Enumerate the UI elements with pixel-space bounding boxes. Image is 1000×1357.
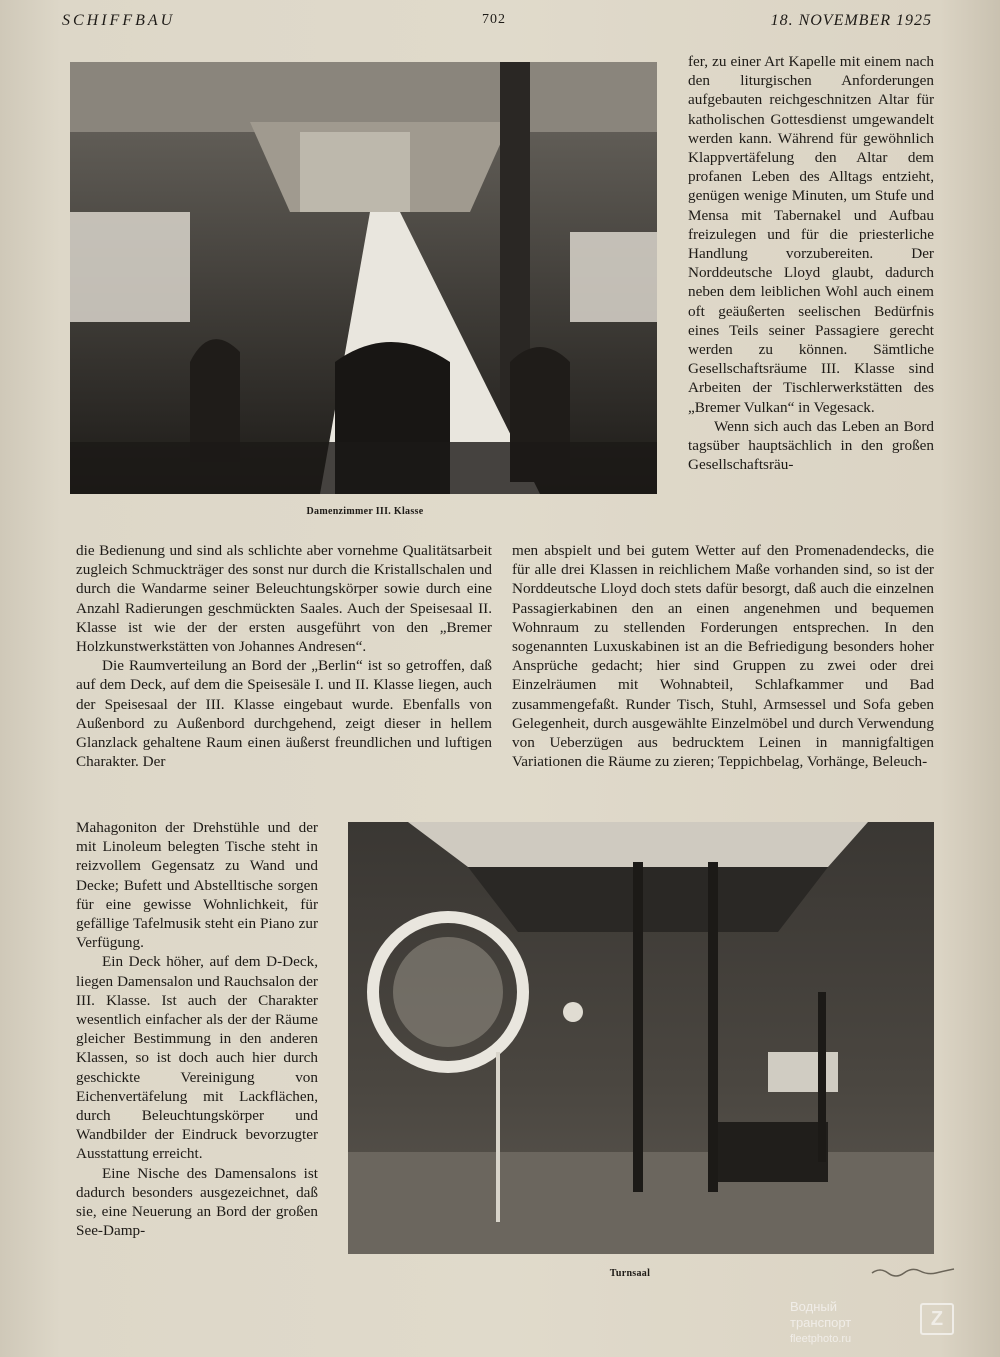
text-column-right-bottom: [512, 541, 934, 771]
running-head-journal: SCHIFFBAU: [62, 12, 176, 29]
text-column-left-mid: [76, 541, 492, 771]
watermark-line: Водный: [790, 1299, 837, 1314]
paragraph: Wenn sich auch das Leben an Bord tagsüber hauptsächlich in den großen Gesellschaftsräu-: [688, 417, 934, 474]
figure-caption-turnsaal: Turnsaal: [609, 1268, 651, 1279]
text-column-right-top: [688, 52, 934, 474]
photo-damenzimmer-illustration: [70, 62, 657, 494]
paragraph: die Bedienung und sind als schlichte aber vornehme Qualitätsarbeit zugleich Schmuckträger des sonst nur durch die Kristallschalen und durch die Wandarme seiner Beleuchtungskörper sowie durch eine Anzahl Radierungen geschmückten Saales. Auch der Speisesaal II. Klasse ist wie der der ersten ausgeführt von den „Bremer Holzkunstwerkstätten von Johannes Andresen“.: [76, 542, 492, 656]
watermark: [790, 1299, 960, 1345]
paragraph: Die Raumverteilung an Bord der „Berlin“ ist so getroffen, daß auf dem Deck, auf dem die Speisesäle I. und II. Klasse liegen, auch der Speisesaal der III. Klasse eingebaut wurde. Ebenfalls von Außenbord zu Außenbord durchgehend, zeigt dieser in hellem Glanzlack gehaltene Raum einen äußerst freundlichen und luftigen Charakter. Der: [76, 657, 492, 771]
paragraph: Eine Nische des Damensalons ist dadurch besonders ausgezeichnet, daß sie, eine Neuerung an Bord der großen See-Damp-: [76, 1164, 318, 1240]
paragraph: Mahagoniton der Drehstühle und der mit Linoleum belegten Tische steht in reizvollem Gegensatz zu Wand und Decke; Bufett und Abstelltische sorgen für eine gewisse Wohnlichkeit, für gefällige Tafelmusik steht ein Piano zur Verfügung.: [76, 819, 318, 952]
photo-turnsaal-illustration: [348, 822, 934, 1254]
pencil-mark: [870, 1265, 956, 1277]
running-head-date: 18. NOVEMBER 1925: [770, 12, 932, 29]
paragraph: men abspielt und bei gutem Wetter auf den Promenadendecks, die für alle drei Klassen in reichlichem Maße vorhanden sind, so ist der Norddeutsche Lloyd doch stets dafür besorgt, daß auch die einzelnen Passagierkabinen den an einen angenehmen und bequemen Wohnraum zu stellenden Forderungen entsprechen. In den sogenannten Luxuskabinen ist an die Befriedigung besonders hoher Ansprüche gedacht; hier sind Gruppen zu zwei oder drei Einzelräumen mit Wohnabteil, Schlafkammer und Bad zusammengefaßt. Runder Tisch, Stuhl, Armsessel und Sofa geben Gelegenheit, durch ausgewählte Einzelmöbel und durch Verwendung von Ueberzügen aus bedrucktem Leinen in mannigfaltigen Variationen die Räume zu zieren; Teppichbelag, Vorhänge, Beleuch-: [512, 542, 934, 771]
paragraph: Ein Deck höher, auf dem D-Deck, liegen Damensalon und Rauchsalon der III. Klasse. Ist auch der Charakter wesentlich einfacher als der der Räume gleicher Bestimmung in den anderen Klassen, so ist doch auch hier durch geschickte Vereinigung von Eichenvertäfelung mit Lackflächen, durch Beleuchtungskörper und Wandbilder der Eindruck bevorzugter Ausstattung erreicht.: [76, 953, 318, 1163]
watermark-logo-icon: Z: [920, 1303, 954, 1335]
figure-caption-damenzimmer: Damenzimmer III. Klasse: [306, 506, 424, 517]
photo-damenzimmer: [70, 62, 657, 494]
paragraph: fer, zu einer Art Kapelle mit einem nach den liturgischen Anforderungen aufgebauten reichgeschnitzen Altar für katholischen Gottesdienst umgewandelt werden kann. Während für gewöhnlich Klappvertäfelung den Altar dem profanen Leben des Alltags entzieht, genügen wenige Minuten, um Stufe und Mensa mit Tabernakel und Aufbau freizulegen und für die priesterliche Handlung vorzubereiten. Der Norddeutsche Lloyd glaubt, dadurch neben dem leiblichen Wohl auch einem oft geäußerten seelischen Bedürfnis eines Teils seiner Passagiere gerecht werden zu können. Sämtliche Gesellschaftsräume III. Klasse sind Arbeiten der Tischlerwerkstätten des „Bremer Vulkan“ in Vegesack.: [688, 53, 934, 416]
watermark-line: fleetphoto.ru: [790, 1333, 852, 1345]
watermark-line: транспорт: [790, 1315, 852, 1330]
text-column-left-narrow: [76, 818, 318, 1240]
photo-turnsaal: [348, 822, 934, 1254]
page-number: 702: [482, 12, 506, 27]
